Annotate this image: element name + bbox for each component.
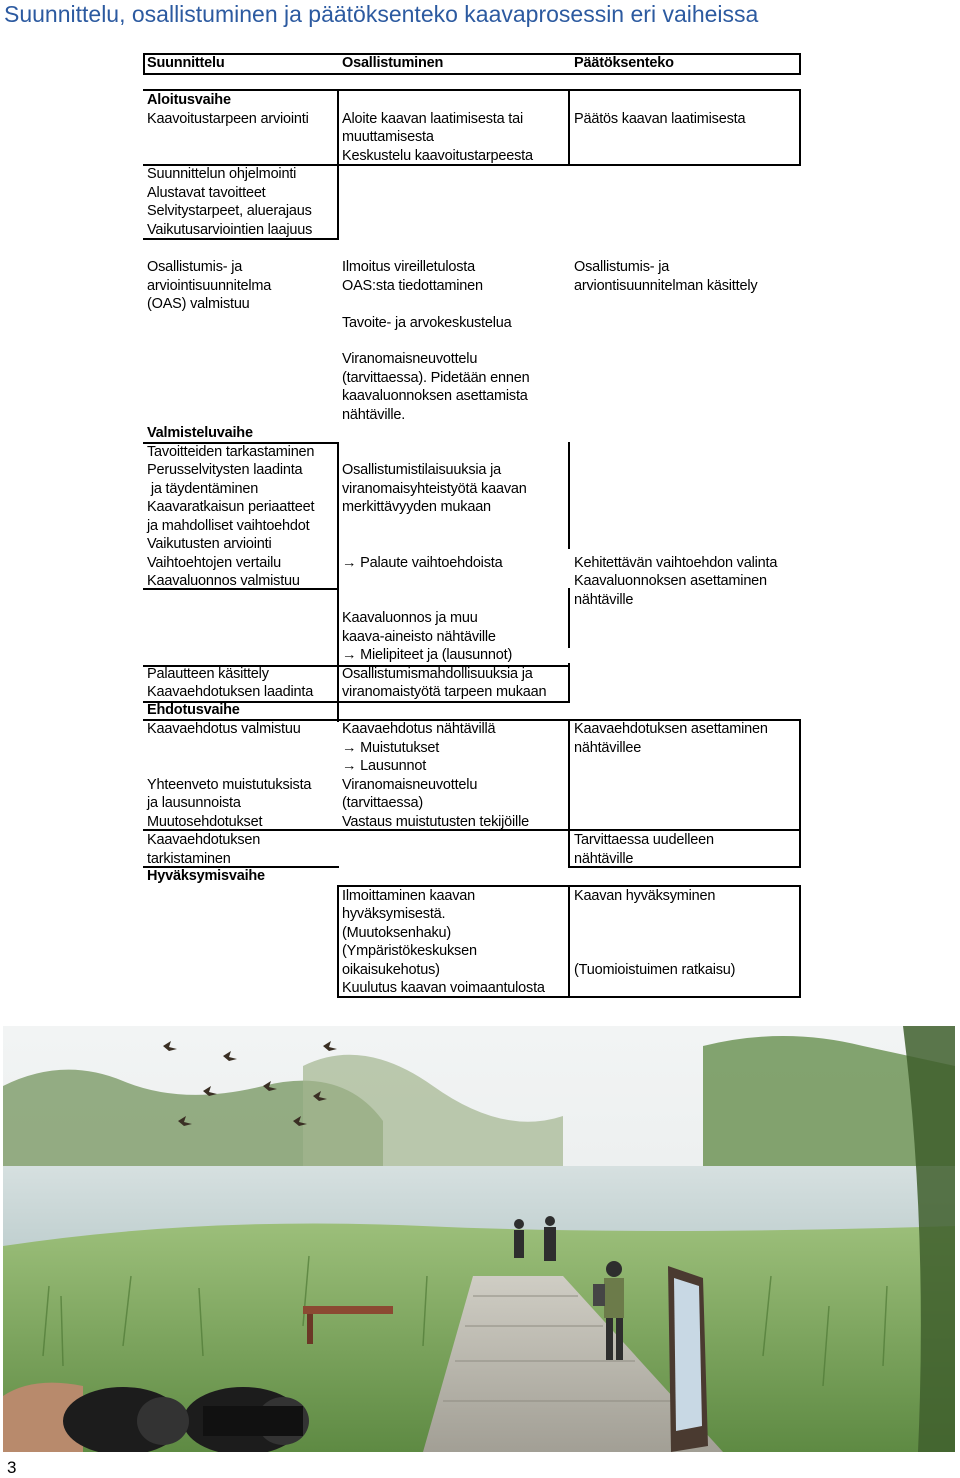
participation-text: Ilmoitus vireilletulosta: [342, 259, 475, 275]
planning-text: Muutosehdotukset: [147, 814, 263, 830]
rule: [568, 442, 570, 549]
phase-hyvaksymisvaihe: Hyväksymisvaihe: [147, 868, 265, 884]
participation-text: oikaisukehotus): [342, 962, 440, 978]
decision-text: nähtäville: [574, 592, 634, 608]
planning-text: (OAS) valmistuu: [147, 296, 250, 312]
decision-text: arviontisuunnitelman käsittely: [574, 278, 758, 294]
planning-text: Kaavaehdotuksen laadinta: [147, 684, 314, 700]
decision-text: nähtävillee: [574, 740, 642, 756]
rule: [337, 885, 339, 997]
participation-text: kaavaluonnoksen asettamista: [342, 388, 528, 404]
participation-text: viranomaisyhteistyötä kaavan: [342, 481, 527, 497]
decision-text: (Tuomioistuimen ratkaisu): [574, 962, 736, 978]
planning-text: Suunnittelun ohjelmointi: [147, 166, 297, 182]
info-sign-icon: [668, 1266, 708, 1452]
participation-text: → Palaute vaihtoehdoista: [342, 555, 503, 571]
planning-text: Perusselvitysten laadinta: [147, 462, 303, 478]
participation-text: → Lausunnot: [342, 758, 427, 774]
rule: [337, 442, 339, 722]
decision-text: Kaavaluonnoksen asettaminen: [574, 573, 767, 589]
participation-text: Osallistumismahdollisuuksia ja: [342, 666, 533, 682]
planning-text: Vaihtoehtojen vertailu: [147, 555, 281, 571]
wetland-illustration: [3, 1026, 955, 1452]
planning-text: Kaavoitustarpeen arviointi: [147, 111, 309, 127]
planning-text: Kaavaehdotus valmistuu: [147, 721, 301, 737]
planning-text: Kaavaluonnos valmistuu: [147, 573, 300, 589]
participation-text: Viranomaisneuvottelu: [342, 777, 478, 793]
rule: [799, 89, 801, 165]
participation-text: Vastaus muistutusten tekijöille: [342, 814, 529, 830]
planning-text: Alustavat tavoitteet: [147, 185, 266, 201]
participation-text: (tarvittaessa). Pidetään ennen: [342, 370, 530, 386]
rule: [568, 663, 570, 703]
planning-text: Palautteen käsittely: [147, 666, 269, 682]
planning-text: Osallistumis- ja: [147, 259, 243, 275]
participation-text: → Mielipiteet ja (lausunnot): [342, 647, 513, 663]
planning-text: Selvitystarpeet, aluerajaus: [147, 203, 312, 219]
participation-text: Viranomaisneuvottelu: [342, 351, 478, 367]
planning-text: ja lausunnoista: [147, 795, 241, 811]
planning-text: Vaikutusarviointien laajuus: [147, 222, 313, 238]
participation-text: merkittävyyden mukaan: [342, 499, 491, 515]
participation-text: (Muutoksenhaku): [342, 925, 452, 941]
header-paatoksenteko: Päätöksenteko: [574, 55, 674, 71]
phase-valmisteluvaihe: Valmisteluvaihe: [147, 425, 253, 441]
participation-text: muuttamisesta: [342, 129, 434, 145]
table-header: [143, 53, 801, 75]
rule: [799, 719, 801, 867]
header-suunnittelu: Suunnittelu: [147, 55, 225, 71]
decision-text: Kaavan hyväksyminen: [574, 888, 716, 904]
rule: [568, 885, 570, 997]
rule: [568, 588, 570, 648]
rule: [568, 719, 570, 867]
participation-text: Kaavaluonnos ja muu: [342, 610, 478, 626]
decision-text: Osallistumis- ja: [574, 259, 670, 275]
participation-text: → Muistutukset: [342, 740, 440, 756]
decision-text: Kaavaehdotuksen asettaminen: [574, 721, 768, 737]
participation-text: viranomaistyötä tarpeen mukaan: [342, 684, 547, 700]
phase-aloitusvaihe: Aloitusvaihe: [147, 92, 231, 108]
participation-text: Kaavaehdotus nähtävillä: [342, 721, 496, 737]
participation-text: kaava-aineisto nähtäville: [342, 629, 496, 645]
binoculars-icon: [3, 1383, 309, 1452]
planning-text: tarkistaminen: [147, 851, 231, 867]
decision-text: nähtäville: [574, 851, 634, 867]
participation-text: OAS:sta tiedottaminen: [342, 278, 483, 294]
decision-text: Tarvittaessa uudelleen: [574, 832, 714, 848]
planning-text: Tavoitteiden tarkastaminen: [147, 444, 315, 460]
planning-text: Kaavaratkaisun periaatteet: [147, 499, 315, 515]
rule: [143, 89, 801, 91]
planning-text: ja mahdolliset vaihtoehdot: [147, 518, 310, 534]
decision-text: Päätös kaavan laatimisesta: [574, 111, 746, 127]
rule: [799, 885, 801, 997]
page-title: Suunnittelu, osallistuminen ja päätöksenteko kaavaprosessin eri vaiheissa: [4, 1, 759, 27]
rule: [568, 89, 570, 165]
participation-text: Kuulutus kaavan voimaantulosta: [342, 980, 545, 996]
planning-text: arviointisuunnitelma: [147, 278, 272, 294]
planning-text: ja täydentäminen: [147, 481, 259, 497]
planning-text: Yhteenveto muistutuksista: [147, 777, 312, 793]
participation-text: Keskustelu kaavoitustarpeesta: [342, 148, 533, 164]
header-osallistuminen: Osallistuminen: [342, 55, 444, 71]
participation-text: hyväksymisestä.: [342, 906, 446, 922]
participation-text: (tarvittaessa): [342, 795, 423, 811]
page-number: 3: [7, 1458, 17, 1477]
planning-text: Kaavaehdotuksen: [147, 832, 261, 848]
participation-text: Osallistumistilaisuuksia ja: [342, 462, 501, 478]
participation-text: (Ympäristökeskuksen: [342, 943, 477, 959]
planning-text: Vaikutusten arviointi: [147, 536, 272, 552]
participation-text: Aloite kaavan laatimisesta tai: [342, 111, 523, 127]
participation-text: Tavoite- ja arvokeskustelua: [342, 315, 512, 331]
participation-text: nähtäville.: [342, 407, 406, 423]
phase-ehdotusvaihe: Ehdotusvaihe: [147, 702, 240, 718]
decision-text: Kehitettävän vaihtoehdon valinta: [574, 555, 778, 571]
participation-text: Ilmoittaminen kaavan: [342, 888, 476, 904]
